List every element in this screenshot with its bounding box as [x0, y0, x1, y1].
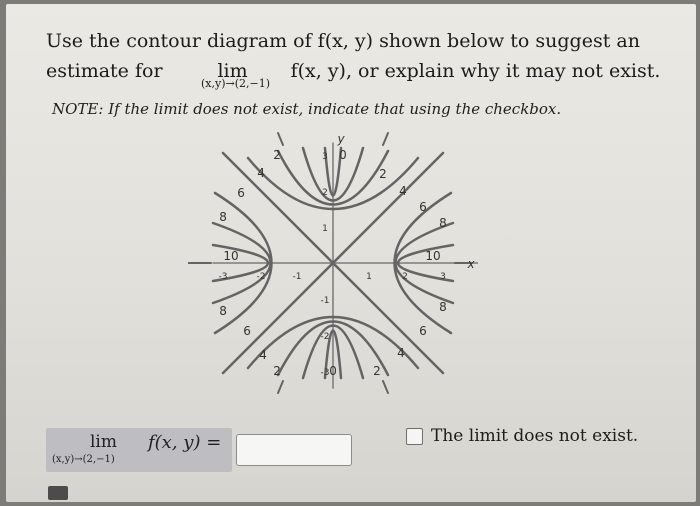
x-tick: 3 — [440, 272, 446, 282]
y-tick: 1 — [322, 224, 328, 234]
x-tick: 1 — [366, 272, 372, 282]
answer-lim-word: lim — [90, 432, 117, 452]
y-tick: 2 — [322, 188, 328, 198]
lim-word: lim — [217, 60, 248, 82]
contour-diagram — [188, 128, 478, 398]
question-line-1: Use the contour diagram of f(x, y) shown below to suggest an — [46, 30, 640, 52]
contour-label: 2 — [273, 364, 281, 378]
answer-expression: f(x, y) = — [148, 432, 222, 453]
contour-label: 4 — [257, 166, 265, 180]
contour-label: 4 — [399, 184, 407, 198]
answer-lim-subscript: (x,y)→(2,−1) — [52, 454, 115, 465]
lim-subscript: (x,y)→(2,−1) — [201, 77, 271, 90]
question-card — [6, 4, 696, 502]
question-function-text: f(x, y), or explain why it may not exist. — [290, 60, 661, 82]
y-axis-label: y — [337, 132, 345, 146]
contour-label: 8 — [439, 216, 447, 230]
contour-label: 8 — [219, 304, 227, 318]
y-tick: -1 — [320, 296, 330, 306]
x-tick: -2 — [256, 272, 266, 282]
answer-label-box — [46, 428, 232, 472]
contour-label: 2 — [379, 167, 387, 181]
contour-label: 2 — [273, 148, 281, 162]
keyboard-icon[interactable] — [48, 486, 68, 500]
contour-label: 8 — [439, 300, 447, 314]
contour-label: 4 — [397, 346, 405, 360]
contour-label: 10 — [223, 249, 239, 263]
contour-label: 4 — [259, 348, 267, 362]
x-tick: -3 — [218, 272, 228, 282]
y-tick: -3 — [320, 368, 330, 378]
x-axis-label: x — [467, 257, 475, 271]
note-text: NOTE: If the limit does not exist, indicate that using the checkbox. — [52, 100, 562, 118]
x-tick: -1 — [292, 272, 302, 282]
contour-label: 6 — [237, 186, 245, 200]
dne-checkbox-row[interactable] — [406, 426, 638, 446]
contour-label: 6 — [243, 324, 251, 338]
question-estimate-text: estimate for — [46, 60, 163, 82]
limit-expression — [181, 56, 285, 90]
answer-input[interactable] — [236, 434, 352, 466]
dne-checkbox[interactable] — [406, 428, 423, 445]
dne-checkbox-label: The limit does not exist. — [431, 426, 639, 446]
contour-label: 10 — [425, 249, 441, 263]
y-tick: 3 — [322, 152, 328, 162]
x-tick: 2 — [402, 272, 408, 282]
contour-label: 2 — [373, 364, 381, 378]
contour-label: 0 — [339, 148, 347, 162]
contour-label: 6 — [419, 324, 427, 338]
contour-label: 6 — [419, 200, 427, 214]
question-line-2 — [46, 56, 661, 90]
contour-label: 8 — [219, 210, 227, 224]
y-tick: -2 — [320, 332, 330, 342]
contour-label: 0 — [329, 364, 337, 378]
